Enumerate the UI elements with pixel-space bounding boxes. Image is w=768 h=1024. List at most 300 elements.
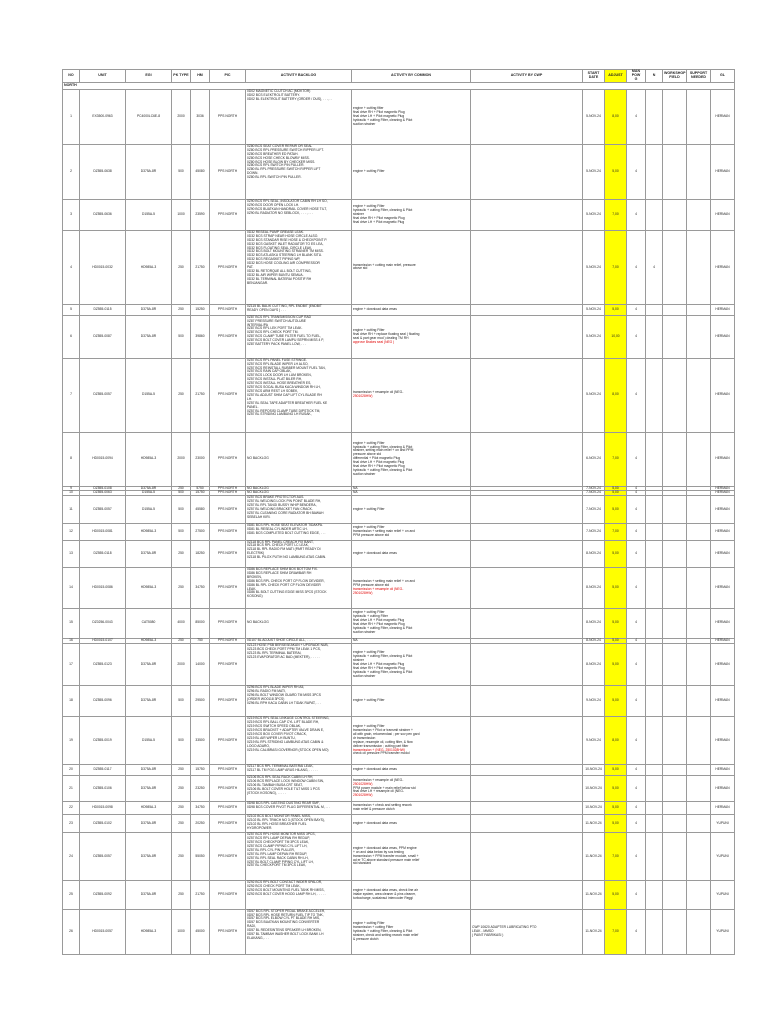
- row-common-line: above std: [353, 266, 368, 271]
- row-hm: 33500: [191, 717, 210, 765]
- row-common-line: final drive RH + Pilot magnetic Plug: [353, 665, 405, 670]
- row-common-line: & pressure clutch: [353, 936, 379, 941]
- row-adjust: 5,00: [605, 686, 627, 717]
- row-adjust: 8,00: [605, 717, 627, 765]
- row-common-line: PPM pressure above std: [353, 532, 390, 537]
- row-gl: HERMAN: [711, 358, 735, 432]
- row-common-line: engine + cutting Filter: [353, 204, 385, 209]
- row-pk-type: 500: [172, 686, 191, 717]
- row-common-line: deliver transmission ; cutting part filter: [353, 743, 409, 748]
- row-backlog-line: 0Z80 BL RPL SWITCH PIN PULLER.: [247, 175, 302, 180]
- row-pk-type: 250: [172, 486, 191, 491]
- row-backlog-line: 0Z57 BL WELDING LOCK PIN POINT BLADE RH,: [247, 499, 322, 504]
- row-manpower-n: [646, 523, 663, 540]
- row-no: 4: [63, 230, 80, 304]
- col-gl: GL: [711, 70, 735, 83]
- row-workshop: [663, 358, 687, 432]
- row-support: [687, 717, 711, 765]
- row-pic: PPS NORTH: [210, 315, 246, 358]
- row-common-line: approve Brakes seal (NEG ): [353, 339, 395, 344]
- row-egi: HD985A-3: [126, 638, 172, 644]
- row-gl: HERMAN: [711, 496, 735, 523]
- row-backlog-line: 0Z57 BL ADJUST SHIM CAP LIFT CYL BLADE RH: [247, 392, 322, 397]
- row-manpower-n: [646, 144, 663, 199]
- row-hm: 34750: [191, 568, 210, 609]
- row-common: [352, 230, 471, 304]
- row-backlog-line: 0Z96 BL RADIO FM MATI,: [247, 689, 286, 694]
- row-manpower-g: 4: [627, 638, 646, 644]
- table-row: [63, 880, 735, 909]
- row-common-line: engine + download data vmas, PPM engine: [353, 845, 417, 850]
- row-common-line: engine + cutting filter: [353, 106, 384, 111]
- col-manpower-g: G: [634, 76, 638, 81]
- row-backlog-line: HYDROPOWER.: [247, 825, 273, 830]
- row-backlog-line: DOWN.: [247, 171, 259, 176]
- row-adjust: 5,00: [605, 568, 627, 609]
- row-no: 3: [63, 199, 80, 230]
- row-unit: HD0015-0107: [80, 638, 126, 644]
- row-gl: YUPUNI: [711, 833, 735, 881]
- row-adjust: 5,00: [605, 880, 627, 909]
- row-start-date: 11-NOV-24: [583, 880, 605, 909]
- row-common: [352, 90, 471, 145]
- table-row: [63, 358, 735, 432]
- row-manpower-g: 4: [627, 775, 646, 801]
- row-backlog-line: 0Z118 BL PILOX PUTIH NO LAMBUNG ATAS CABIN.: [247, 555, 327, 560]
- col-adjust: ADJUST: [605, 70, 627, 83]
- row-common-line: hydraulic + cutting Filter, cleaning & Pilot: [353, 625, 413, 630]
- row-backlog-line: 0Z57 BCS RPL PANEL FUSE STRINGE.: [247, 357, 307, 362]
- row-backlog-line: 0D02 BCS ELEKTROLIT BATTERY.: [247, 92, 300, 97]
- row-common: [352, 775, 471, 801]
- row-cwp: [471, 496, 583, 523]
- row-backlog-line: 0D86 BCS REPLACE SHIM BOX BOTTOM FIX.: [247, 567, 318, 572]
- row-no: 22: [63, 802, 80, 815]
- row-start-date: 8-NOV-24: [583, 638, 605, 644]
- row-unit: HD0015-0094: [80, 432, 126, 486]
- row-cwp: [471, 90, 583, 145]
- row-gl: HERMAN: [711, 305, 735, 316]
- row-manpower-g: 4: [627, 765, 646, 776]
- row-backlog-line: 0D32 BCS GASKET INLET RADIATOR TO ES LEA,: [247, 241, 324, 246]
- row-no: 17: [63, 644, 80, 686]
- row-pic: PPS NORTH: [210, 802, 246, 815]
- row-hm: 23590: [191, 199, 210, 230]
- row-backlog-line: LEAK.: [247, 586, 257, 591]
- row-start-date: 9-NOV-24: [583, 686, 605, 717]
- row-backlog: [246, 523, 352, 540]
- row-backlog-line: PANEL.: [247, 404, 259, 409]
- row-pic: PPS NORTH: [210, 523, 246, 540]
- row-pic: PPS NORTH: [210, 833, 246, 881]
- row-workshop: [663, 608, 687, 638]
- row-common-line: transmission + (NEG- 2501028HW): [353, 747, 405, 752]
- row-common-line: transmission + PPM transfer module, small +: [353, 853, 419, 858]
- row-common-line: strainer, check and setting rework main relief: [353, 932, 419, 937]
- row-backlog: [246, 775, 352, 801]
- row-cwp: [471, 568, 583, 609]
- row-workshop: [663, 90, 687, 145]
- row-start-date: 10-NOV-24: [583, 802, 605, 815]
- row-backlog-line: 0Z57 BCS ARM REST LH SOBEK,: [247, 389, 299, 394]
- row-common-line: engine + cutting Filter: [353, 724, 385, 729]
- row-backlog: [246, 199, 352, 230]
- row-workshop: [663, 230, 687, 304]
- row-adjust: 7,00: [605, 432, 627, 486]
- row-pk-type: 250: [172, 540, 191, 567]
- table-row: [63, 568, 735, 609]
- row-backlog-line: 0Z57 BCS INSTALL PLAT BILER RH,: [247, 377, 303, 382]
- row-backlog-line: 0Z19 BL AIR WIPER LH BUNTU,: [247, 735, 296, 740]
- row-backlog-line: 0Z19 BCS RPL SEAL LINKAGE CONTROL STEERING,: [247, 716, 330, 721]
- row-egi: D375A-8R: [126, 305, 172, 316]
- row-backlog-line: 0D57 BCS RPL ELBOW CYL PT BLADE RH MIS,: [247, 916, 320, 921]
- col-unit: UNIT: [80, 70, 126, 83]
- row-manpower-n: [646, 199, 663, 230]
- row-hm: 23250: [191, 775, 210, 801]
- row-gl: YUPUNI: [711, 909, 735, 954]
- row-backlog-line: 0Z80 BCS HOSE CHECK BLOWBY MISS.: [247, 155, 310, 160]
- row-hm: 14000: [191, 644, 210, 686]
- col-pic: PIC: [210, 70, 246, 83]
- row-pic: PPS NORTH: [210, 775, 246, 801]
- row-pic: PPS NORTH: [210, 568, 246, 609]
- row-common-line: NA: [353, 485, 358, 490]
- row-egi: D375A-8R: [126, 486, 172, 491]
- row-gl: HERMAN: [711, 638, 735, 644]
- row-backlog-line: 0D32 BCS HOSE COOLING AIR COMPRESSOR: [247, 261, 320, 266]
- row-unit: DZ555-0057: [80, 496, 126, 523]
- row-backlog-line: 0Z117 BCS RPL TERMINAL BATERAI LEAK,: [247, 764, 314, 769]
- table-row: [63, 523, 735, 540]
- row-workshop: [663, 305, 687, 316]
- row-workshop: [663, 909, 687, 954]
- row-backlog-line: 0Z80 BCS BREATHER ED PATAH.: [247, 151, 299, 156]
- row-backlog-line: 0Z87 BCS RPL CHECK PORT TM.: [247, 330, 299, 335]
- row-gl: HERMAN: [711, 199, 735, 230]
- row-pk-type: 250: [172, 358, 191, 432]
- row-no: 18: [63, 686, 80, 717]
- row-manpower-g: 4: [627, 315, 646, 358]
- row-common-line: transmission + cutting main relief, pressure: [353, 262, 416, 267]
- row-manpower-n: [646, 775, 663, 801]
- row-manpower-n: [646, 833, 663, 881]
- row-backlog-line: 0Z123 EVAPORATOR AC BAD (MEKTER), . . . . .: [247, 655, 320, 660]
- row-common-line: pressure above std: [353, 452, 382, 457]
- col-activity-backlog: ACTIVITY BACKLOG: [246, 70, 352, 83]
- row-pk-type: 500: [172, 144, 191, 199]
- row-cwp: [471, 523, 583, 540]
- row-backlog-line: NO BACKLOG: [247, 620, 269, 625]
- row-manpower-n: [646, 315, 663, 358]
- row-workshop: [663, 144, 687, 199]
- row-unit: EX3500-0963: [80, 90, 126, 145]
- row-common-line: 2501028HW): [353, 394, 373, 399]
- row-backlog-line: 0Z57 BCS SOCAL BUSA KACA WINDOW RH LH,: [247, 385, 321, 390]
- row-common-line: engine + cutting Filter: [353, 506, 385, 511]
- row-backlog: [246, 880, 352, 909]
- row-backlog-line: 0D57 BL REDESINTENS SPEAKER LH BROKEN,: [247, 928, 322, 933]
- row-common-line: final drive RH + Pilot magnetic Plug: [353, 622, 405, 627]
- row-manpower-g: 4: [627, 686, 646, 717]
- row-pic: PPS NORTH: [210, 765, 246, 776]
- row-workshop: [663, 686, 687, 717]
- row-start-date: 8-NOV-24: [583, 644, 605, 686]
- row-unit: DZ555-0636: [80, 199, 126, 230]
- row-backlog: [246, 568, 352, 609]
- row-pic: PPS NORTH: [210, 815, 246, 833]
- row-cwp: [471, 305, 583, 316]
- row-pic: PPS NORTH: [210, 144, 246, 199]
- row-cwp: [471, 802, 583, 815]
- row-common: [352, 644, 471, 686]
- row-manpower-n: [646, 90, 663, 145]
- row-backlog-line: 0D32 BCS BOLT MOUNTING STRAINER TM MISS.: [247, 249, 324, 254]
- row-common: [352, 909, 471, 954]
- row-workshop: [663, 880, 687, 909]
- row-workshop: [663, 496, 687, 523]
- row-no: 1: [63, 90, 80, 145]
- row-egi: D155A-5: [126, 358, 172, 432]
- row-common: [352, 540, 471, 567]
- row-backlog-line: 0Z57 BCS INSTALL HOSE BREATHER ES,: [247, 381, 312, 386]
- col-manpower-n: N: [646, 70, 663, 83]
- row-manpower-g: 4: [627, 644, 646, 686]
- row-unit: DZ0256-0043: [80, 608, 126, 638]
- row-support: [687, 144, 711, 199]
- row-no: 19: [63, 717, 80, 765]
- row-backlog: [246, 496, 352, 523]
- row-backlog-line: 0D107 BL ADJUST SHOE CIRCLE ALL, . . . . .: [247, 637, 315, 642]
- row-manpower-g: 4: [627, 491, 646, 496]
- row-cwp: [471, 775, 583, 801]
- table-row: [63, 909, 735, 954]
- row-common-line: transmission + setting main relief + on and: [353, 579, 415, 584]
- row-gl: HERMAN: [711, 802, 735, 815]
- row-common-line: hydraulic + cutting Filter, cleaning & Pilot: [353, 208, 413, 213]
- row-common-line: engine + download data vmas: [353, 306, 397, 311]
- row-pk-type: 250: [172, 880, 191, 909]
- row-common-line: engine + cutting Filter: [353, 327, 385, 332]
- row-common-line: engine + download data vmas: [353, 820, 397, 825]
- row-backlog-line: 0Z57 BCS LOCK DOOR LH LUM BROKEN,: [247, 373, 312, 378]
- row-start-date: 10-NOV-24: [583, 775, 605, 801]
- row-unit: HD0015-0032: [80, 230, 126, 304]
- row-start-date: 6-NOV-24: [583, 432, 605, 486]
- row-egi: D375A-8R: [126, 815, 172, 833]
- row-backlog-line: 0Z80 BCS RPL PRESSURE SWITCH RIPPER LIFT.: [247, 147, 324, 152]
- row-support: [687, 909, 711, 954]
- row-common-line: engine + cutting Filter: [353, 610, 385, 615]
- col-no: NO: [63, 70, 80, 83]
- row-backlog-line: BENJANGAR.: [247, 280, 269, 285]
- row-hm: 55050: [191, 833, 210, 881]
- row-unit: HD0015-0057: [80, 909, 126, 954]
- row-pic: PPS NORTH: [210, 230, 246, 304]
- row-common-line: hydraulic + cutting Filter, cleaning & Pilot: [353, 117, 413, 122]
- row-start-date: 11-NOV-24: [583, 909, 605, 954]
- row-common-line: final drive LH + Pilot magnetic Plug: [353, 661, 405, 666]
- row-hm: 15750: [191, 491, 210, 496]
- row-cwp: [471, 686, 583, 717]
- row-gl: HERMAN: [711, 144, 735, 199]
- row-support: [687, 644, 711, 686]
- row-backlog-line: 0Z90 BL RADIATOR NO SEBLOCK, . . . , . . .: [247, 210, 314, 215]
- row-manpower-n: [646, 644, 663, 686]
- row-no: 10: [63, 491, 80, 496]
- row-backlog-line: 0D02 MAGNETIC CLUTCH AC (MOKTOR): [247, 89, 311, 93]
- row-backlog: [246, 815, 352, 833]
- row-common-line: transmission + resampie oli (NEG-: [353, 777, 404, 782]
- col-manpower-label: MAN POW: [631, 69, 641, 78]
- row-workshop: [663, 432, 687, 486]
- row-adjust: 5,00: [605, 305, 627, 316]
- row-pic: PPS NORTH: [210, 199, 246, 230]
- row-workshop: [663, 523, 687, 540]
- row-pk-type: 250: [172, 802, 191, 815]
- row-backlog-line: 0Z115 BL BALIK CUTTING, RPL ENDBIT (ENDBIT: [247, 304, 322, 309]
- row-common-line: transmission + resampie oli (NEG-: [353, 390, 404, 395]
- row-adjust: 10,00: [605, 315, 627, 358]
- row-backlog-line: 0Z106 BL BOLT COVER HOLE TILT MISS 1 PCS: [247, 786, 320, 791]
- row-backlog-line: 0Z57 BL RPL SEAL RACK CABIN RH LH,: [247, 855, 309, 860]
- row-pic: PPS NORTH: [210, 90, 246, 145]
- row-common-line: engine + download data vmas, check line air: [353, 887, 418, 892]
- row-backlog-line: 0Z57 BL RPL CYL PIN PULLER,: [247, 847, 295, 852]
- row-pic: PPS NORTH: [210, 432, 246, 486]
- row-backlog-line: 0Z102 BL RPL TRMCH NO 3 (STOCK OPEN BAYS),: [247, 818, 325, 823]
- row-adjust: 8,00: [605, 358, 627, 432]
- table-row: [63, 802, 735, 815]
- row-backlog-line: 0Z96 BCS RPL BLADE WIPER RH A5,: [247, 685, 305, 690]
- row-manpower-n: [646, 608, 663, 638]
- row-common-line: suction strainer: [353, 673, 376, 678]
- row-backlog-line: 0Z87 PRESSURE SWITCH AUTOLUBE: [247, 318, 306, 323]
- row-cwp: [471, 880, 583, 909]
- table-row: [63, 432, 735, 486]
- row-unit: DZ555-0102: [80, 815, 126, 833]
- table-row: [63, 199, 735, 230]
- row-support: [687, 880, 711, 909]
- row-egi: D375A-8R: [126, 833, 172, 881]
- row-backlog: [246, 909, 352, 954]
- row-backlog: [246, 432, 352, 486]
- table-row: [63, 833, 735, 881]
- row-manpower-g: 4: [627, 833, 646, 881]
- row-backlog-line: 0D32 BCS FLOATING SEAL CIRCLE LEAK,: [247, 245, 313, 250]
- row-backlog-line: 0Z106 BCS RPL SEAL RACK CABIN LH RH,: [247, 774, 314, 779]
- row-unit: HD0015-0086: [80, 568, 126, 609]
- row-support: [687, 305, 711, 316]
- row-pk-type: 2000: [172, 644, 191, 686]
- row-common: [352, 568, 471, 609]
- row-backlog-line: (ORDER WO0118 3PCS): [247, 697, 285, 702]
- table-row: [63, 775, 735, 801]
- row-hm: 20250: [191, 815, 210, 833]
- row-pk-type: 500: [172, 496, 191, 523]
- row-backlog-line: NO BACKLOG: [247, 456, 269, 461]
- row-workshop: [663, 315, 687, 358]
- row-common-line: NA: [353, 490, 358, 495]
- row-pk-type: 250: [172, 230, 191, 304]
- row-workshop: [663, 199, 687, 230]
- row-adjust: 5,00: [605, 540, 627, 567]
- row-hm: 85000: [191, 608, 210, 638]
- row-common-line: hydraulic + cutting Filter, cleaning & Pilot: [353, 654, 413, 659]
- row-backlog: [246, 833, 352, 881]
- row-common-line: final drive RH + replace floating seal ( floating: [353, 331, 420, 336]
- row-pic: PPS NORTH: [210, 644, 246, 686]
- row-hm: 39860: [191, 315, 210, 358]
- row-backlog-line: 0Z87 BCS RPL LEK PORT TM LEAK.: [247, 326, 303, 331]
- row-workshop: [663, 775, 687, 801]
- row-backlog-line: 0D86 BL RPL CHECK PORT CP FLOW DEVIDER: [247, 582, 321, 587]
- table-row: [63, 686, 735, 717]
- row-no: 14: [63, 568, 80, 609]
- row-backlog-line: 0Z57 BCS RAIN CAP OBLAK,: [247, 369, 292, 374]
- row-start-date: 11-NOV-24: [583, 815, 605, 833]
- row-backlog-line: 0Z102 BL RPL HOSE BREATHER FUEL: [247, 822, 307, 827]
- row-manpower-g: 4: [627, 523, 646, 540]
- row-backlog-line: 0Z57 BL REPOSISI CLAMP TUBE DIPSTICK TM,: [247, 408, 321, 413]
- row-backlog-line: 0Z87 BCS BOLT COVER LAMPU SEPRN MISS 4 P,: [247, 338, 324, 343]
- row-support: [687, 540, 711, 567]
- row-common-line: engine + cutting Filter: [353, 440, 385, 445]
- row-pk-type: 2000: [172, 432, 191, 486]
- row-start-date: 5-NOV-24: [583, 315, 605, 358]
- row-workshop: [663, 644, 687, 686]
- row-pk-type: 250: [172, 775, 191, 801]
- row-adjust: 5,00: [605, 775, 627, 801]
- row-gl: HERMAN: [711, 486, 735, 491]
- row-backlog: [246, 144, 352, 199]
- row-gl: HERMAN: [711, 686, 735, 717]
- row-hm: 750: [191, 638, 210, 644]
- row-common-line: NA: [353, 638, 358, 643]
- col-activity-common: ACTIVITY BY COMMON: [352, 70, 471, 83]
- row-unit: DZ555-0087: [80, 315, 126, 358]
- row-manpower-g: 4: [627, 486, 646, 491]
- row-egi: D375A-8R: [126, 315, 172, 358]
- row-backlog: [246, 608, 352, 638]
- row-common: [352, 880, 471, 909]
- row-manpower-g: 4: [627, 568, 646, 609]
- row-pic: PPS NORTH: [210, 540, 246, 567]
- row-egi: D375A-8R: [126, 540, 172, 567]
- row-backlog-line: 0Z19 BCS RPL BALL CAP CYL LIFT BLADE RH,: [247, 720, 320, 725]
- row-pic: PPS NORTH: [210, 909, 246, 954]
- row-backlog-line: 0Z92 BCS BOLT COVER HOOD LAMP RH LH, . . . . .: [247, 891, 326, 896]
- row-support: [687, 608, 711, 638]
- row-cwp: [471, 765, 583, 776]
- row-common-line: seal & part gear mod ) dealing TM RH: [353, 335, 409, 340]
- row-backlog-line: INTERVAL/PA: [247, 322, 268, 327]
- row-common-line: std standard: [353, 861, 372, 866]
- section-row: [63, 83, 735, 90]
- row-manpower-n: 4: [646, 230, 663, 304]
- row-backlog-line: 0Z57 BL RPL LAMP DEPAN RH REDUP,: [247, 851, 308, 856]
- row-unit: DZ555-0092: [80, 880, 126, 909]
- row-no: 23: [63, 815, 80, 833]
- row-support: [687, 432, 711, 486]
- row-support: [687, 568, 711, 609]
- row-backlog: [246, 540, 352, 567]
- row-common: [352, 432, 471, 486]
- row-cwp: [471, 199, 583, 230]
- row-support: [687, 523, 711, 540]
- row-start-date: 5-NOV-24: [583, 90, 605, 145]
- row-common-line: replace, resample oli, cutting filter, & flow: [353, 739, 413, 744]
